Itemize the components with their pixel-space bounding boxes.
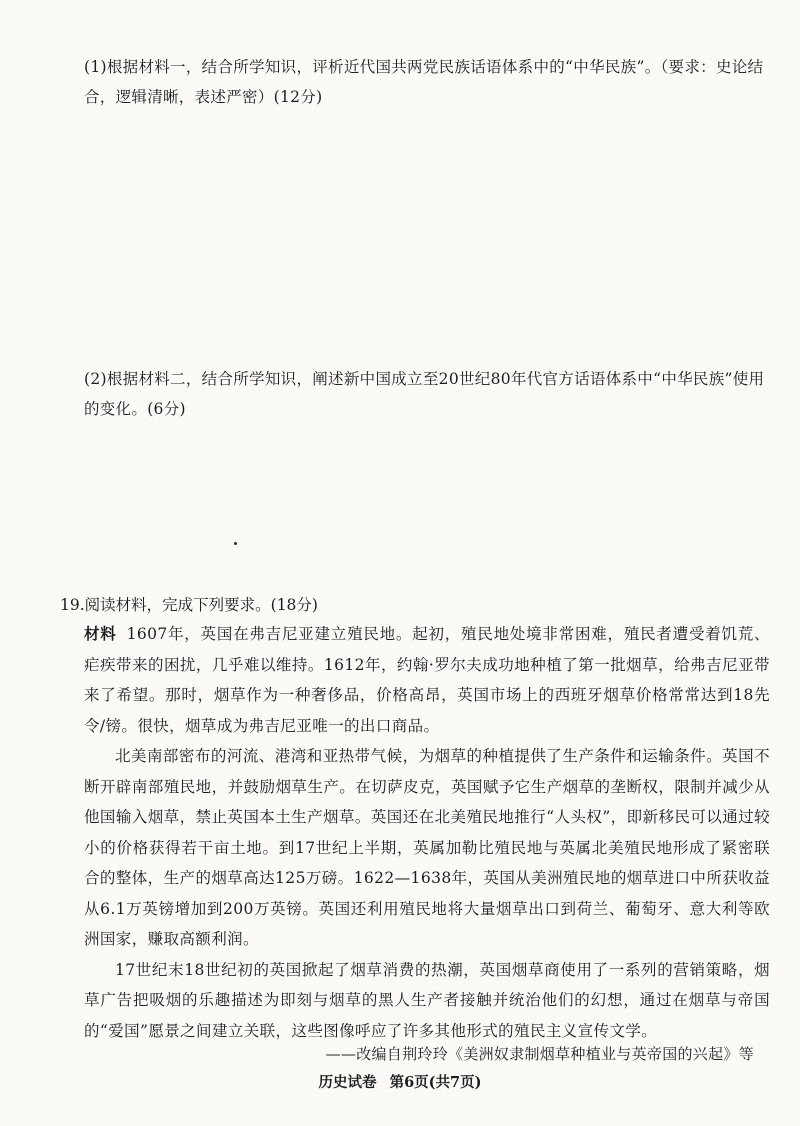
material-section [84, 619, 770, 1046]
question-1: (1)根据材料一，结合所学知识，评析近代国共两党民族话语体系中的“中华民族”。（要求：史论结合，逻辑清晰，表述严密）(12分) [84, 58, 764, 106]
material-paragraph-1-text: 1607年，英国在弗吉尼亚建立殖民地。起初，殖民地处境非常困难，殖民者遭受着饥荒、疟疾带来的困扰，几乎难以维持。1612年，约翰·罗尔夫成功地种植了第一批烟草，给弗吉尼亚带来了希望。那时，烟草作为一种奢侈品，价格高昂，英国市场上的西班牙烟草价格常常达到18先令/镑。很快，烟草成为弗吉尼亚唯一的出口商品。 [84, 625, 770, 735]
material-paragraph-2: 北美南部密布的河流、港湾和亚热带气候，为烟草的种植提供了生产条件和运输条件。英国不断开辟南部殖民地，并鼓励烟草生产。在切萨皮克，英国赋予它生产烟草的垄断权，限制并减少从他国输入烟草，禁止英国本土生产烟草。英国还在北美殖民地推行“人头权”，即新移民可以通过较小的价格获得若干亩土地。到17世纪上半期，英属加勒比殖民地与英属北美殖民地形成了紧密联合的整体，生产的烟草高达125万磅。1622—1638年，英国从美洲殖民地的烟草进口中所获收益从6.1万英镑增加到200万英镑。英国还利用殖民地将大量烟草出口到荷兰、葡萄牙、意大利等欧洲国家，赚取高额利润。 [84, 747, 770, 948]
material-label: 材料 [84, 624, 117, 643]
footer-subject: 历史试卷 [318, 1074, 377, 1091]
material-paragraph-3: 17世纪末18世纪初的英国掀起了烟草消费的热潮，英国烟草商使用了一系列的营销策略，烟草广告把吸烟的乐趣描述为即刻与烟草的黑人生产者接触并统治他们的幻想，通过在烟草与帝国的“爱国”愿景之间建立关联，这些图像呼应了许多其他形式的殖民主义宣传文学。 [84, 960, 770, 1040]
material-source: ——改编自荆玲玲《美洲奴隶制烟草种植业与英帝国的兴起》等 [325, 1045, 754, 1063]
question-2: (2)根据材料二，结合所学知识，阐述新中国成立至20世纪80年代官方话语体系中“中华民族”使用的变化。(6分) [84, 370, 765, 418]
footer-page-number: 第6页(共7页) [389, 1074, 482, 1091]
page-footer [0, 1070, 800, 1096]
material-paragraph-1 [84, 619, 770, 741]
stray-mark [234, 542, 237, 545]
question-19-title: 19.阅读材料，完成下列要求。(18分) [60, 596, 318, 614]
